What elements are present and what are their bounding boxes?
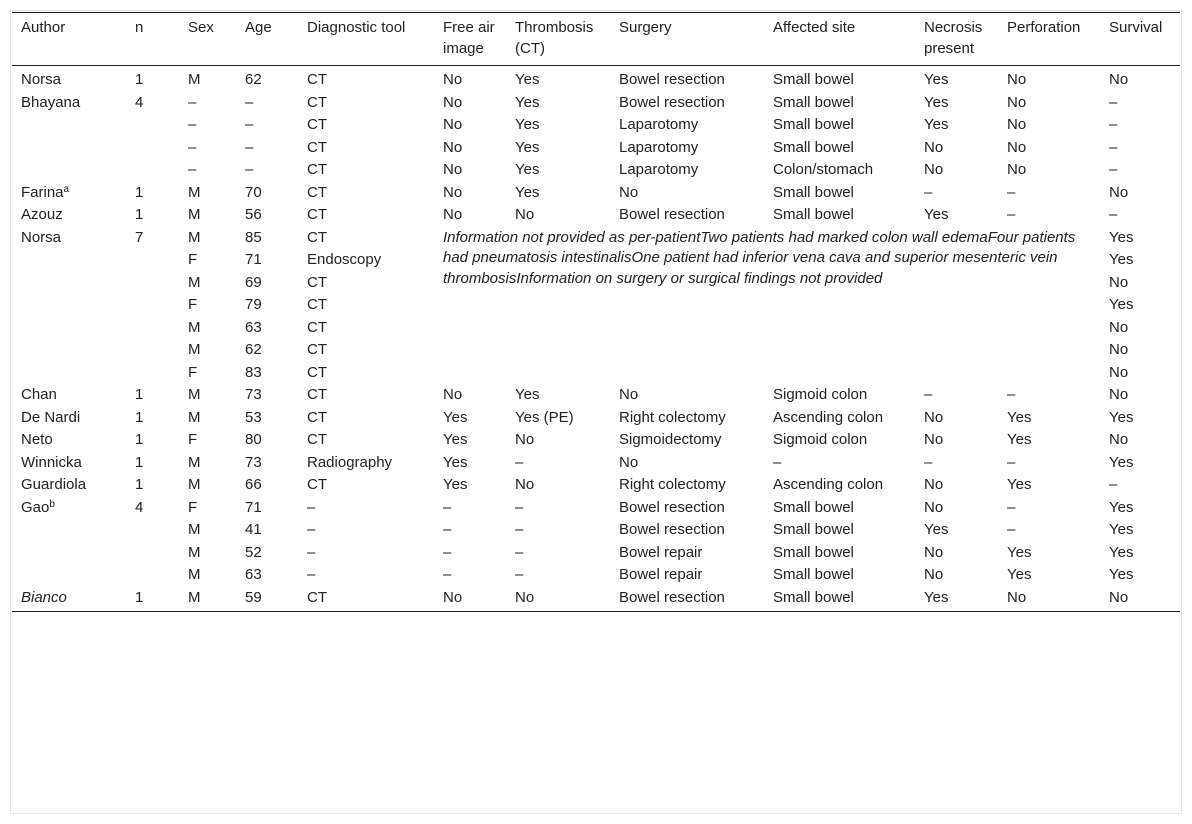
cell-survival: No — [1109, 588, 1129, 606]
cell-diagnostic-tool: – — [307, 498, 316, 516]
header-age: Age — [245, 19, 272, 36]
cell-free-air: No — [443, 116, 463, 133]
cell-necrosis: Yes — [924, 521, 949, 538]
cell-perforation: No — [1007, 161, 1027, 178]
cell-diagnostic-tool: – — [307, 521, 316, 538]
cell-age: 79 — [245, 296, 262, 313]
cell-surgery: Bowel resection — [619, 206, 725, 223]
cell-survival: Yes — [1109, 251, 1134, 268]
cell-perforation: – — [1007, 521, 1016, 538]
cell-sex: F — [188, 498, 198, 516]
cell-age: 53 — [245, 408, 262, 426]
cell-perforation: Yes — [1007, 408, 1032, 426]
table-row — [12, 407, 1180, 430]
cell-affected-site: Small bowel — [773, 206, 854, 223]
cell-free-air: No — [443, 71, 463, 88]
cell-sex: M — [188, 588, 201, 606]
cell-n: 4 — [135, 93, 144, 111]
cell-author — [12, 159, 126, 182]
cell-age: 69 — [245, 273, 262, 291]
cell-n — [126, 159, 179, 182]
cell-sex: M — [188, 543, 201, 561]
cell-author — [12, 249, 126, 272]
cell-age: 71 — [245, 251, 262, 268]
cell-author — [12, 204, 126, 227]
cell-free-air: No — [443, 93, 463, 111]
cell-age: 52 — [245, 543, 262, 561]
cell-diagnostic-tool: CT — [307, 431, 327, 448]
cell-free-air: – — [443, 543, 452, 561]
author-name: Bianco — [21, 588, 67, 606]
cell-author — [12, 564, 126, 587]
table-row — [12, 114, 1180, 137]
cell-affected-site: Small bowel — [773, 71, 854, 88]
cell-affected-site: Colon/stomach — [773, 161, 874, 178]
header-n: n — [135, 19, 144, 36]
cell-sex: M — [188, 408, 201, 426]
cell-author — [12, 294, 126, 317]
cell-necrosis: No — [924, 476, 944, 493]
cell-sex: – — [188, 116, 197, 133]
data-table-container — [12, 12, 1180, 612]
cell-diagnostic-tool: CT — [307, 71, 327, 88]
cell-surgery: Bowel repair — [619, 566, 703, 583]
cell-author — [12, 317, 126, 340]
cell-thrombosis: No — [515, 476, 535, 493]
cell-necrosis: No — [924, 498, 944, 516]
footnote-marker: b — [49, 498, 55, 510]
cell-affected-site: Small bowel — [773, 588, 854, 606]
cell-necrosis: – — [924, 183, 933, 201]
cell-age: – — [245, 161, 254, 178]
cell-necrosis: Yes — [924, 116, 949, 133]
cell-affected-site: Small bowel — [773, 183, 854, 201]
footnote-marker: a — [63, 183, 70, 195]
cell-survival: – — [1109, 116, 1118, 133]
cell-author — [12, 587, 126, 612]
cell-sex: M — [188, 206, 201, 223]
cell-affected-site: Small bowel — [773, 498, 854, 516]
cell-age: 62 — [245, 71, 262, 88]
cell-sex: M — [188, 341, 201, 358]
cell-age: 63 — [245, 566, 262, 583]
cell-perforation: – — [1007, 386, 1016, 403]
cell-age: 41 — [245, 521, 262, 538]
cell-survival: – — [1109, 206, 1118, 223]
cell-age: – — [245, 138, 254, 156]
cell-survival: – — [1109, 161, 1118, 178]
cell-author — [12, 519, 126, 542]
cell-thrombosis: Yes — [515, 183, 540, 201]
cell-survival: Yes — [1109, 521, 1134, 538]
table-row — [12, 137, 1180, 160]
cell-thrombosis: Yes — [515, 71, 540, 88]
cell-sex: – — [188, 161, 197, 178]
cell-thrombosis: Yes — [515, 116, 540, 133]
cell-diagnostic-tool: CT — [307, 588, 327, 606]
results-table — [12, 12, 1180, 612]
cell-surgery: Laparotomy — [619, 161, 699, 178]
author-name: Winnicka — [21, 453, 82, 471]
cell-n: 7 — [135, 228, 144, 246]
cell-free-air: – — [443, 498, 452, 516]
cell-perforation: – — [1007, 183, 1016, 201]
cell-sex: F — [188, 296, 198, 313]
header-survival: Survival — [1109, 19, 1163, 36]
cell-diagnostic-tool: CT — [307, 341, 327, 358]
cell-free-air: No — [443, 588, 463, 606]
cell-surgery: No — [619, 453, 639, 471]
cell-author — [12, 384, 126, 407]
cell-n — [126, 137, 179, 160]
header-sex: Sex — [188, 19, 214, 36]
author-name: Gao — [21, 498, 50, 516]
cell-author — [12, 474, 126, 497]
cell-thrombosis: – — [515, 453, 524, 471]
cell-perforation: – — [1007, 206, 1016, 223]
cell-survival: – — [1109, 93, 1118, 111]
table-row — [12, 92, 1180, 115]
cell-survival: No — [1109, 341, 1129, 358]
table-row — [12, 474, 1180, 497]
table-body — [12, 66, 1180, 612]
cell-thrombosis: – — [515, 521, 524, 538]
cell-sex: – — [188, 138, 197, 156]
cell-affected-site: Small bowel — [773, 543, 854, 561]
cell-diagnostic-tool: Radiography — [307, 453, 393, 471]
cell-affected-site: – — [773, 453, 782, 471]
cell-affected-site: Small bowel — [773, 93, 854, 111]
cell-n — [126, 249, 179, 272]
cell-thrombosis: No — [515, 588, 535, 606]
cell-affected-site: Small bowel — [773, 566, 854, 583]
cell-author — [12, 92, 126, 115]
cell-author — [12, 339, 126, 362]
cell-perforation: Yes — [1007, 476, 1032, 493]
cell-sex: M — [188, 273, 201, 291]
cell-affected-site: Small bowel — [773, 116, 854, 133]
cell-age: 80 — [245, 431, 262, 448]
cell-free-air: Yes — [443, 453, 468, 471]
cell-thrombosis: Yes — [515, 161, 540, 178]
cell-perforation: Yes — [1007, 543, 1032, 561]
cell-necrosis: Yes — [924, 93, 949, 111]
author-name: Azouz — [21, 206, 63, 223]
cell-free-air: No — [443, 138, 463, 156]
cell-sex: M — [188, 453, 201, 471]
cell-surgery: Right colectomy — [619, 408, 726, 426]
cell-surgery: Bowel repair — [619, 543, 703, 561]
cell-survival: Yes — [1109, 453, 1134, 471]
table-row — [12, 452, 1180, 475]
cell-thrombosis: Yes — [515, 138, 540, 156]
cell-diagnostic-tool: CT — [307, 476, 327, 493]
cell-age: – — [245, 93, 254, 111]
cell-thrombosis: No — [515, 206, 535, 223]
cell-diagnostic-tool: CT — [307, 363, 327, 381]
cell-survival: Yes — [1109, 543, 1134, 561]
cell-free-air: Yes — [443, 408, 468, 426]
author-name: Chan — [21, 386, 57, 403]
cell-necrosis: Yes — [924, 71, 949, 88]
cell-surgery: Bowel resection — [619, 521, 725, 538]
cell-perforation: Yes — [1007, 431, 1032, 448]
cell-n — [126, 339, 179, 362]
cell-n: 1 — [135, 206, 144, 223]
cell-necrosis: – — [924, 453, 933, 471]
cell-diagnostic-tool: CT — [307, 116, 327, 133]
cell-surgery: Bowel resection — [619, 93, 725, 111]
cell-survival: Yes — [1109, 566, 1134, 583]
header-surgery: Surgery — [619, 19, 672, 36]
header-thrombosis: Thrombosis (CT) — [515, 19, 594, 57]
cell-surgery: No — [619, 386, 639, 403]
cell-necrosis: Yes — [924, 588, 949, 606]
cell-n: 1 — [135, 431, 144, 448]
cell-necrosis: Yes — [924, 206, 949, 223]
cell-diagnostic-tool: CT — [307, 273, 327, 291]
author-name: Guardiola — [21, 476, 87, 493]
cell-age: 66 — [245, 476, 262, 493]
cell-n: 1 — [135, 453, 144, 471]
cell-necrosis: No — [924, 431, 944, 448]
cell-author — [12, 182, 126, 205]
cell-diagnostic-tool: CT — [307, 386, 327, 403]
cell-perforation: Yes — [1007, 566, 1032, 583]
cell-diagnostic-tool: Endoscopy — [307, 251, 382, 268]
cell-free-air: No — [443, 183, 463, 201]
cell-author — [12, 227, 126, 250]
cell-note: Information not provided as per-patientTwo patients had marked colon wall edemaFour patients had pneumatosis intestinalisOne patient had inferior vena cava and superior mesenteric vein thrombosisInformation on surgery or surgical findings not provided — [443, 228, 1076, 287]
table-row — [12, 564, 1180, 587]
cell-n: 1 — [135, 588, 144, 606]
cell-necrosis: No — [924, 566, 944, 583]
cell-surgery: Bowel resection — [619, 588, 725, 606]
cell-sex: F — [188, 251, 198, 268]
cell-thrombosis: No — [515, 431, 535, 448]
header-necrosis: Necrosis present — [924, 19, 983, 57]
cell-n — [126, 564, 179, 587]
cell-survival: Yes — [1109, 498, 1134, 516]
cell-age: 59 — [245, 588, 262, 606]
cell-free-air: No — [443, 206, 463, 223]
cell-affected-site: Small bowel — [773, 521, 854, 538]
cell-n: 1 — [135, 71, 144, 88]
cell-survival: – — [1109, 476, 1118, 493]
cell-sex: M — [188, 476, 201, 493]
cell-survival: No — [1109, 363, 1129, 381]
cell-diagnostic-tool: CT — [307, 93, 327, 111]
cell-survival: No — [1109, 183, 1129, 201]
cell-diagnostic-tool: – — [307, 566, 316, 583]
cell-free-air: No — [443, 161, 463, 178]
cell-survival: Yes — [1109, 296, 1134, 313]
cell-sex: M — [188, 566, 201, 583]
table-row — [12, 519, 1180, 542]
cell-n — [126, 519, 179, 542]
cell-affected-site: Ascending colon — [773, 476, 884, 493]
cell-surgery: Bowel resection — [619, 498, 725, 516]
cell-perforation: No — [1007, 588, 1027, 606]
cell-thrombosis: Yes — [515, 386, 540, 403]
cell-n: 1 — [135, 386, 144, 403]
table-row — [12, 587, 1180, 612]
cell-author — [12, 429, 126, 452]
cell-n: 4 — [135, 498, 144, 516]
cell-author — [12, 66, 126, 92]
cell-age: 62 — [245, 341, 262, 358]
cell-necrosis: No — [924, 138, 944, 156]
cell-age: 71 — [245, 498, 262, 516]
cell-sex: M — [188, 386, 201, 403]
cell-n — [126, 114, 179, 137]
table-row — [12, 204, 1180, 227]
header-affected-site: Affected site — [773, 19, 856, 36]
cell-perforation: No — [1007, 93, 1027, 111]
cell-age: – — [245, 116, 254, 133]
cell-free-air: Yes — [443, 476, 468, 493]
header-author: Author — [21, 19, 66, 36]
cell-author — [12, 272, 126, 295]
cell-perforation: No — [1007, 71, 1027, 88]
cell-perforation: – — [1007, 453, 1016, 471]
table-row — [12, 159, 1180, 182]
table-row — [12, 227, 1180, 250]
author-name: Norsa — [21, 71, 62, 88]
cell-sex: M — [188, 71, 201, 88]
cell-surgery: No — [619, 183, 639, 201]
cell-sex: M — [188, 183, 201, 201]
cell-thrombosis: Yes (PE) — [515, 408, 574, 426]
cell-age: 63 — [245, 318, 262, 336]
table-row — [12, 497, 1180, 520]
cell-survival: – — [1109, 138, 1118, 156]
cell-necrosis: No — [924, 543, 944, 561]
cell-necrosis: – — [924, 386, 933, 403]
cell-diagnostic-tool: CT — [307, 318, 327, 336]
cell-perforation: – — [1007, 498, 1016, 516]
cell-survival: Yes — [1109, 408, 1134, 426]
cell-perforation: No — [1007, 138, 1027, 156]
cell-age: 70 — [245, 183, 262, 201]
cell-diagnostic-tool: CT — [307, 138, 327, 156]
cell-diagnostic-tool: CT — [307, 408, 327, 426]
cell-sex: M — [188, 228, 201, 246]
header-perforation: Perforation — [1007, 19, 1081, 36]
cell-free-air: Yes — [443, 431, 468, 448]
cell-survival: No — [1109, 318, 1129, 336]
header-free-air-image: Free air image — [443, 19, 495, 57]
cell-diagnostic-tool: CT — [307, 206, 327, 223]
author-name: De Nardi — [21, 408, 81, 426]
cell-diagnostic-tool: CT — [307, 296, 327, 313]
cell-diagnostic-tool: CT — [307, 161, 327, 178]
cell-survival: No — [1109, 386, 1129, 403]
cell-thrombosis: Yes — [515, 93, 540, 111]
cell-diagnostic-tool: CT — [307, 183, 327, 201]
cell-survival: No — [1109, 71, 1129, 88]
cell-surgery: Right colectomy — [619, 476, 726, 493]
cell-necrosis: No — [924, 161, 944, 178]
table-row — [12, 384, 1180, 407]
cell-age: 85 — [245, 228, 262, 246]
table-row — [12, 66, 1180, 92]
cell-sex: F — [188, 363, 198, 381]
cell-author — [12, 452, 126, 475]
cell-affected-site: Small bowel — [773, 138, 854, 156]
cell-author — [12, 137, 126, 160]
cell-author — [12, 497, 126, 520]
cell-surgery: Laparotomy — [619, 138, 699, 156]
cell-diagnostic-tool: CT — [307, 228, 327, 246]
cell-affected-site: Sigmoid colon — [773, 431, 868, 448]
cell-sex: M — [188, 318, 201, 336]
cell-sex: M — [188, 521, 201, 538]
cell-free-air: – — [443, 566, 452, 583]
cell-diagnostic-tool: – — [307, 543, 316, 561]
table-row — [12, 182, 1180, 205]
cell-n: 1 — [135, 476, 144, 493]
author-name: Neto — [21, 431, 53, 448]
cell-author — [12, 362, 126, 385]
cell-n — [126, 542, 179, 565]
cell-sex: – — [188, 93, 197, 111]
cell-n — [126, 317, 179, 340]
cell-necrosis: No — [924, 408, 944, 426]
cell-age: 83 — [245, 363, 262, 381]
cell-thrombosis: – — [515, 498, 524, 516]
cell-affected-site: Sigmoid colon — [773, 386, 868, 403]
cell-surgery: Laparotomy — [619, 116, 699, 133]
cell-free-air: – — [443, 521, 452, 538]
cell-age: 73 — [245, 453, 262, 471]
cell-author — [12, 407, 126, 430]
cell-n: 1 — [135, 183, 144, 201]
author-name: Norsa — [21, 228, 62, 246]
cell-n: 1 — [135, 408, 144, 426]
cell-survival: No — [1109, 431, 1129, 448]
cell-thrombosis: – — [515, 543, 524, 561]
table-row — [12, 542, 1180, 565]
cell-survival: No — [1109, 273, 1129, 291]
cell-surgery: Bowel resection — [619, 71, 725, 88]
cell-affected-site: Ascending colon — [773, 408, 884, 426]
author-name: Bhayana — [21, 93, 81, 111]
cell-age: 56 — [245, 206, 262, 223]
cell-n — [126, 272, 179, 295]
header-diagnostic-tool: Diagnostic tool — [307, 19, 406, 36]
cell-perforation: No — [1007, 116, 1027, 133]
cell-thrombosis: – — [515, 566, 524, 583]
cell-author — [12, 114, 126, 137]
cell-sex: F — [188, 431, 198, 448]
cell-n — [126, 294, 179, 317]
cell-age: 73 — [245, 386, 262, 403]
cell-n — [126, 362, 179, 385]
cell-surgery: Sigmoidectomy — [619, 431, 722, 448]
table-row — [12, 429, 1180, 452]
cell-survival: Yes — [1109, 228, 1134, 246]
cell-free-air: No — [443, 386, 463, 403]
cell-author — [12, 542, 126, 565]
header-row — [12, 13, 1180, 66]
author-name: Farina — [21, 183, 64, 201]
